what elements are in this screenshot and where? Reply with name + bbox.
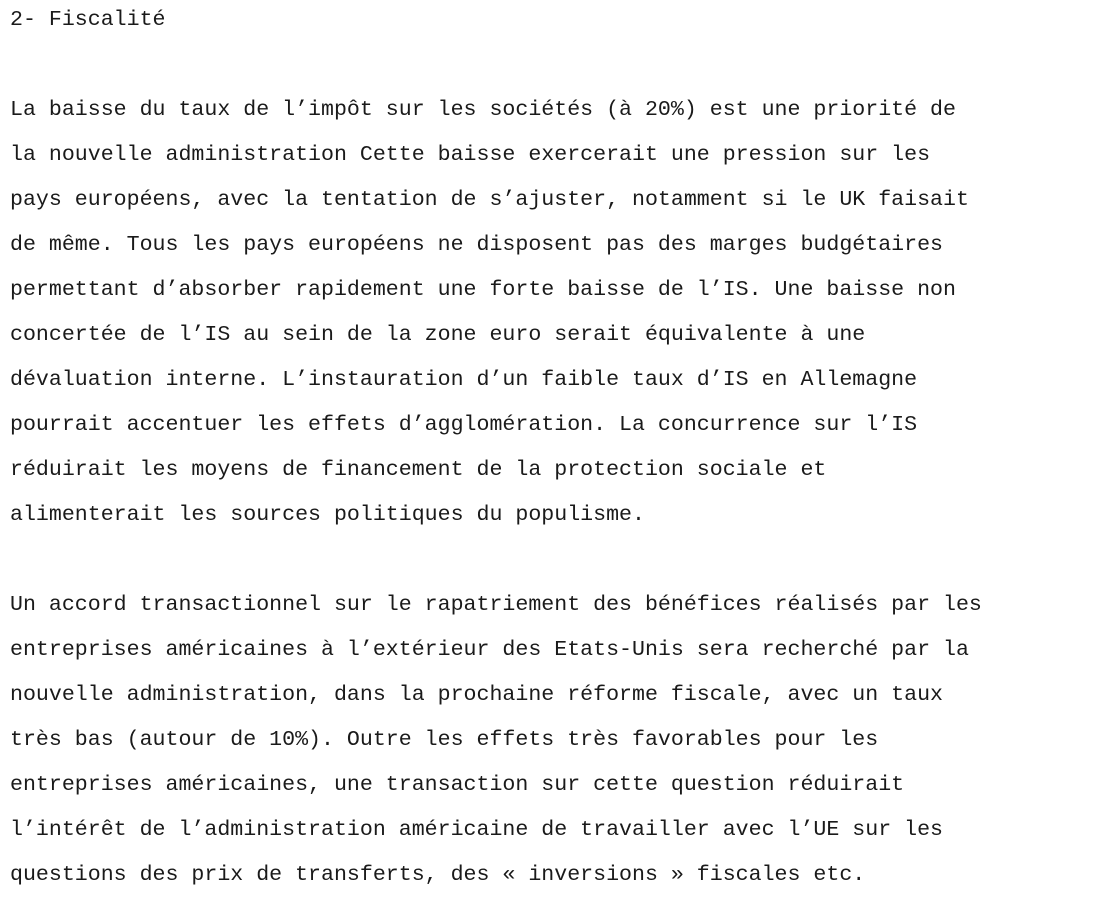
- text-line: nouvelle administration, dans la prochaine réforme fiscale, avec un taux: [10, 683, 944, 707]
- text-line: entreprises américaines, une transaction sur cette question réduirait: [10, 773, 905, 797]
- text-line: pays européens, avec la tentation de s’ajuster, notamment si le UK faisait: [10, 188, 969, 212]
- text-line: dévaluation interne. L’instauration d’un faible taux d’IS en Allemagne: [10, 368, 918, 392]
- text-line: questions des prix de transferts, des « inversions » fiscales etc.: [10, 863, 866, 887]
- paragraph-corporate-tax: [10, 97, 1105, 547]
- text-line: permettant d’absorber rapidement une forte baisse de l’IS. Une baisse non: [10, 278, 956, 302]
- text-line: Un accord transactionnel sur le rapatriement des bénéfices réalisés par les: [10, 593, 982, 617]
- paragraph-profit-repatriation: [10, 592, 1105, 907]
- text-line: pourrait accentuer les effets d’agglomération. La concurrence sur l’IS: [10, 413, 918, 437]
- text-line: entreprises américaines à l’extérieur des Etats-Unis sera recherché par la: [10, 638, 969, 662]
- text-line: la nouvelle administration Cette baisse exercerait une pression sur les: [10, 143, 931, 167]
- text-line: réduirait les moyens de financement de la protection sociale et: [10, 458, 827, 482]
- text-line: La baisse du taux de l’impôt sur les sociétés (à 20%) est une priorité de: [10, 98, 956, 122]
- text-line: alimenterait les sources politiques du populisme.: [10, 503, 645, 527]
- section-heading: 2- Fiscalité: [10, 8, 166, 32]
- text-line: l’intérêt de l’administration américaine de travailler avec l’UE sur les: [10, 818, 944, 842]
- text-line: concertée de l’IS au sein de la zone euro serait équivalente à une: [10, 323, 866, 347]
- text-line: très bas (autour de 10%). Outre les effets très favorables pour les: [10, 728, 879, 752]
- text-line: de même. Tous les pays européens ne disposent pas des marges budgétaires: [10, 233, 944, 257]
